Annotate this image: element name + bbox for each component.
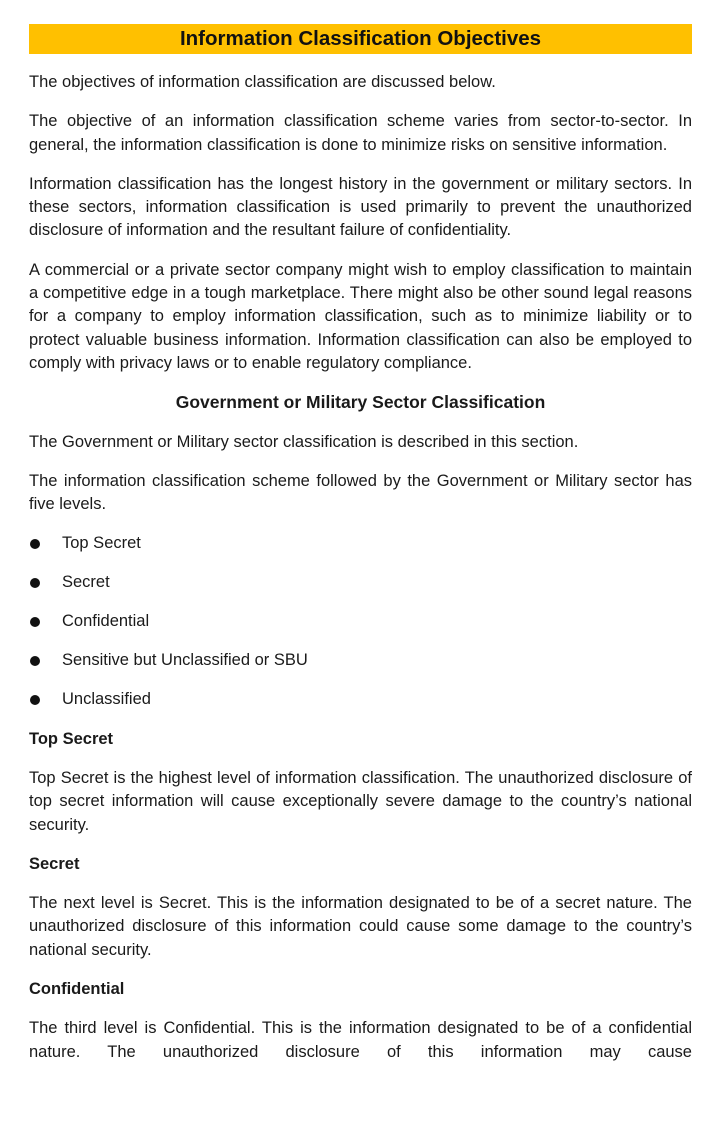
section-paragraph: The Government or Military sector classification is described in this section. [29, 432, 579, 451]
intro-paragraph: The objective of an information classification scheme varies from sector-to-sector. In general, the information classification is done to minimize risks on sensitive information. [29, 112, 692, 154]
bullet-icon [30, 617, 40, 627]
bullet-icon [30, 656, 40, 666]
intro-paragraph: A commercial or a private sector company might wish to employ classification to maintain a competitive edge in a tough marketplace. There might also be other sound legal reasons for a company to employ information classification, such as to minimize liability or to protect valuable business information. Information classification can also be employed to comply with privacy laws or to enable regulatory compliance. [29, 260, 692, 372]
secret-paragraph: The next level is Secret. This is the information designated to be of a secret nature. The unauthorized disclosure of this information could cause some damage to the country’s national security. [29, 894, 692, 959]
section-paragraph: The information classification scheme followed by the Government or Military sector has five levels. [29, 471, 692, 514]
list-item-label: Secret [62, 573, 110, 592]
list-item [29, 688, 692, 711]
section-heading: Government or Military Sector Classification [175, 392, 546, 413]
list-item-label: Top Secret [62, 534, 141, 553]
intro-paragraph: Information classification has the longest history in the government or military sectors. In these sectors, information classification is used primarily to prevent the unauthorized disclosure of information and the resultant failure of confidentiality. [29, 174, 692, 240]
list-item [29, 610, 692, 633]
bullet-icon [30, 539, 40, 549]
secret-heading: Secret [29, 854, 80, 873]
intro-paragraph: The objectives of information classification are discussed below. [29, 73, 496, 91]
list-item [29, 649, 692, 672]
list-item-label: Sensitive but Unclassified or SBU [62, 651, 308, 670]
page-title: Information Classification Objectives [29, 24, 692, 54]
list-item-label: Unclassified [62, 690, 151, 709]
list-item [29, 571, 692, 594]
list-item-label: Confidential [62, 612, 150, 631]
list-item [29, 532, 692, 555]
confidential-heading: Confidential [29, 980, 125, 999]
bullet-icon [30, 578, 40, 588]
top-secret-heading: Top Secret [29, 729, 114, 748]
confidential-paragraph: The third level is Confidential. This is the information designated to be of a confidential nature. The unauthorized disclosure of this information may cause [29, 1019, 692, 1061]
classification-levels-list [29, 532, 692, 711]
bullet-icon [30, 695, 40, 705]
top-secret-paragraph: Top Secret is the highest level of information classification. The unauthorized disclosure of top secret information will cause exceptionally severe damage to the country’s national security. [29, 768, 692, 834]
document-page [29, 24, 692, 1080]
